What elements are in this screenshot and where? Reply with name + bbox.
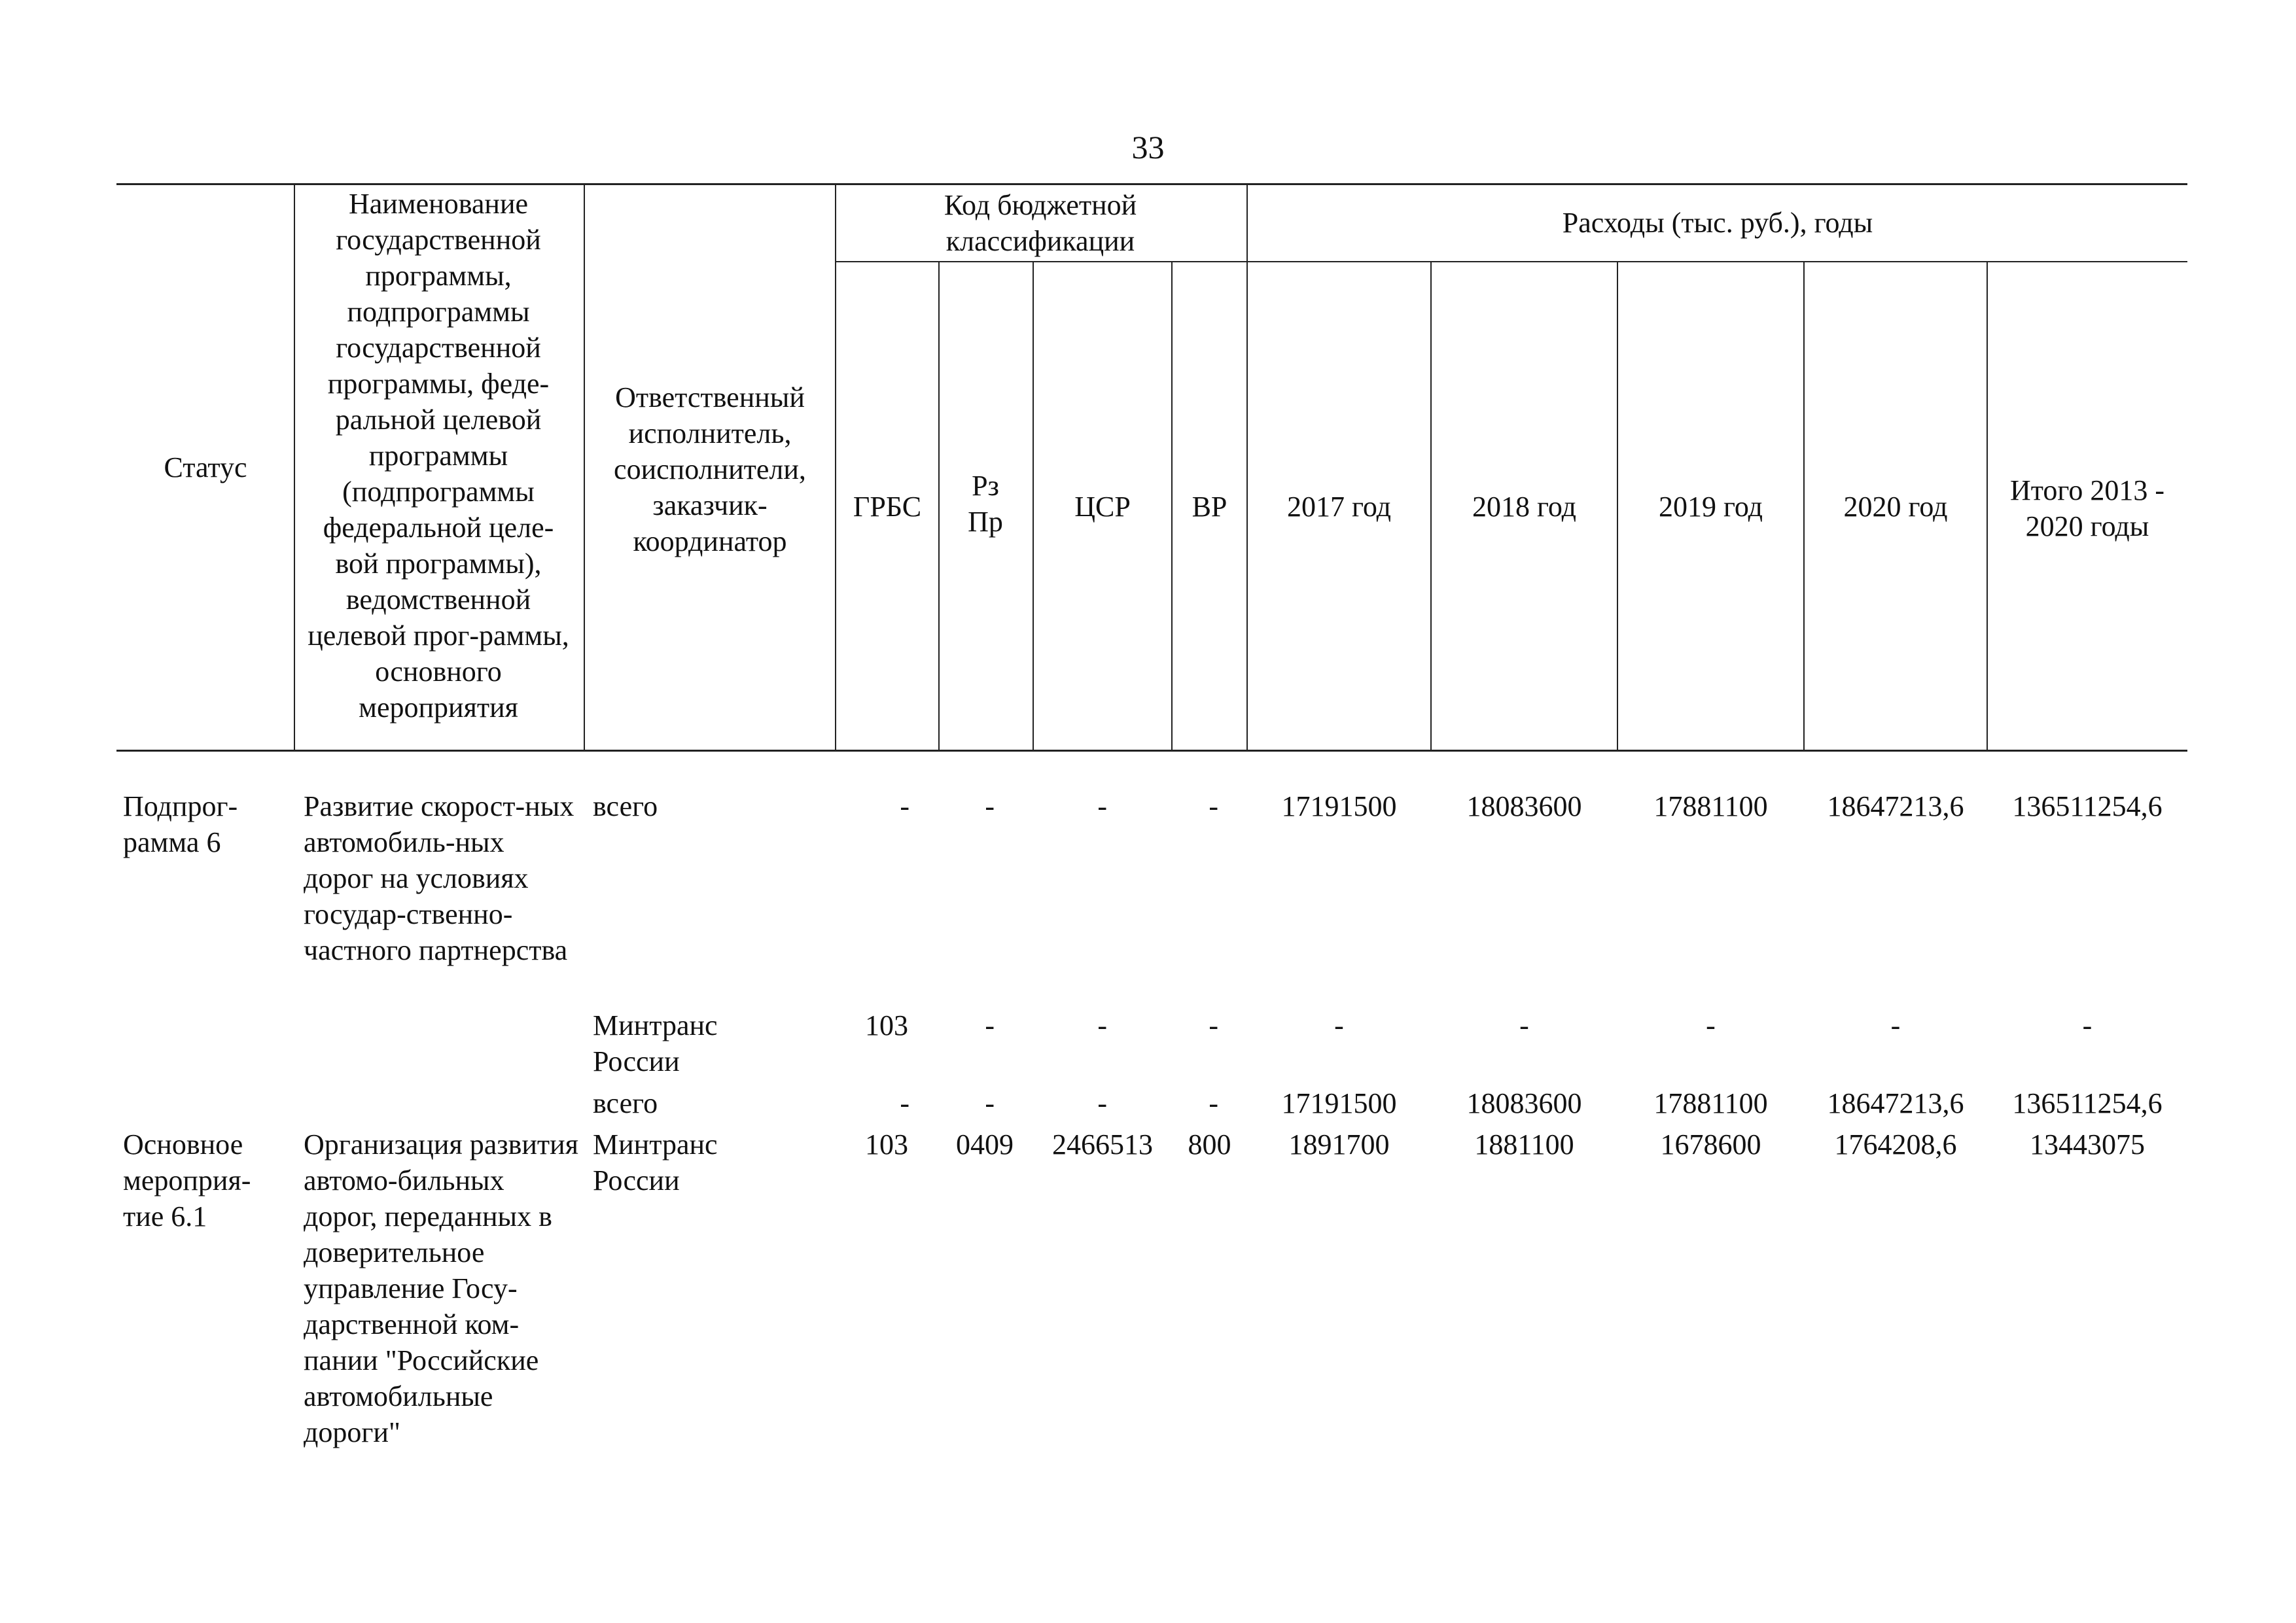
row-2017: 1891700 (1288, 1128, 1390, 1161)
row-vr: - (1209, 790, 1218, 822)
row-grbs: 103 (865, 1128, 908, 1161)
row-responsible: Минтранс России (593, 1009, 718, 1077)
row-2017: - (1334, 1009, 1344, 1041)
header-year-2017: 2017 год (1286, 490, 1392, 523)
row-rzpr: - (985, 1009, 995, 1041)
header-vr: ВР (1192, 490, 1227, 523)
row-2019: 17881100 (1653, 790, 1768, 822)
row-csr: - (1097, 1087, 1107, 1119)
row-csr: - (1097, 790, 1107, 822)
row-status: Подпрог-рамма 6 (123, 790, 238, 858)
header-subgroup-border (835, 261, 2187, 262)
row-program-name: Развитие скорост-ных автомобиль-ных дорог на условиях государ-ственно-частного партнерства (304, 790, 574, 966)
row-2020: - (1890, 1009, 1901, 1041)
header-year-2020: 2020 год (1843, 490, 1948, 523)
row-vr: 800 (1188, 1128, 1231, 1161)
row-rzpr: 0409 (956, 1128, 1014, 1161)
header-budget-code: Код бюджетной классификации (944, 189, 1137, 257)
row-responsible: всего (593, 790, 658, 822)
header-year-2018: 2018 год (1472, 490, 1577, 523)
header-total: Итого 2013 - 2020 годы (2009, 474, 2165, 542)
row-rzpr: - (985, 790, 995, 822)
header-csr: ЦСР (1074, 490, 1131, 523)
row-responsible: всего (593, 1087, 658, 1119)
col-divider (584, 184, 585, 750)
header-status: Статус (164, 451, 247, 483)
row-total: 136511254,6 (2012, 790, 2163, 822)
header-expenses: Расходы (тыс. руб.), годы (1562, 207, 1873, 239)
row-vr: - (1209, 1009, 1218, 1041)
row-2020: 18647213,6 (1827, 790, 1964, 822)
row-total: - (2082, 1009, 2093, 1041)
header-year-2019: 2019 год (1658, 490, 1763, 523)
header-program-name: Наименование государственной программы, подпрограммы государственной программы, феде-ральной целевой программы (подпрограммы федеральной целе-вой программы), ведомственной целевой прог-раммы, основного мероприятия (308, 188, 569, 724)
row-csr: - (1097, 1009, 1107, 1041)
page-number: 33 (1131, 129, 1165, 166)
row-grbs: - (900, 1087, 910, 1119)
row-status: Основное мероприя-тие 6.1 (123, 1128, 251, 1232)
row-2019: 17881100 (1653, 1087, 1768, 1119)
row-csr: 2466513 (1052, 1128, 1153, 1161)
row-2017: 17191500 (1281, 1087, 1397, 1119)
header-bottom-border (116, 750, 2187, 752)
row-vr: - (1209, 1087, 1218, 1119)
col-divider (938, 262, 940, 750)
row-responsible: Минтранс России (593, 1128, 718, 1196)
row-2020: 18647213,6 (1827, 1087, 1964, 1119)
row-rzpr: - (985, 1087, 995, 1119)
row-2018: - (1519, 1009, 1529, 1041)
col-divider (294, 184, 295, 750)
header-rz-pr: Рз Пр (968, 470, 1003, 538)
row-grbs: - (900, 790, 910, 822)
row-2018: 1881100 (1474, 1128, 1574, 1161)
row-total: 136511254,6 (2012, 1087, 2163, 1119)
header-responsible: Ответственный исполнитель, соисполнители, заказчик-координатор (614, 381, 806, 557)
row-2020: 1764208,6 (1834, 1128, 1957, 1161)
row-2018: 18083600 (1466, 790, 1582, 822)
col-divider (1987, 262, 1988, 750)
row-2017: 17191500 (1281, 790, 1397, 822)
row-program-name: Организация развития автомо-бильных дорог, переданных в доверительное управление Госу-дарственной ком-пании "Российские автомобильные дороги" (304, 1128, 578, 1448)
row-2018: 18083600 (1466, 1087, 1582, 1119)
row-total: 13443075 (2030, 1128, 2145, 1161)
row-2019: 1678600 (1660, 1128, 1761, 1161)
header-grbs: ГРБС (853, 490, 922, 523)
row-grbs: 103 (865, 1009, 908, 1041)
row-2019: - (1706, 1009, 1716, 1041)
